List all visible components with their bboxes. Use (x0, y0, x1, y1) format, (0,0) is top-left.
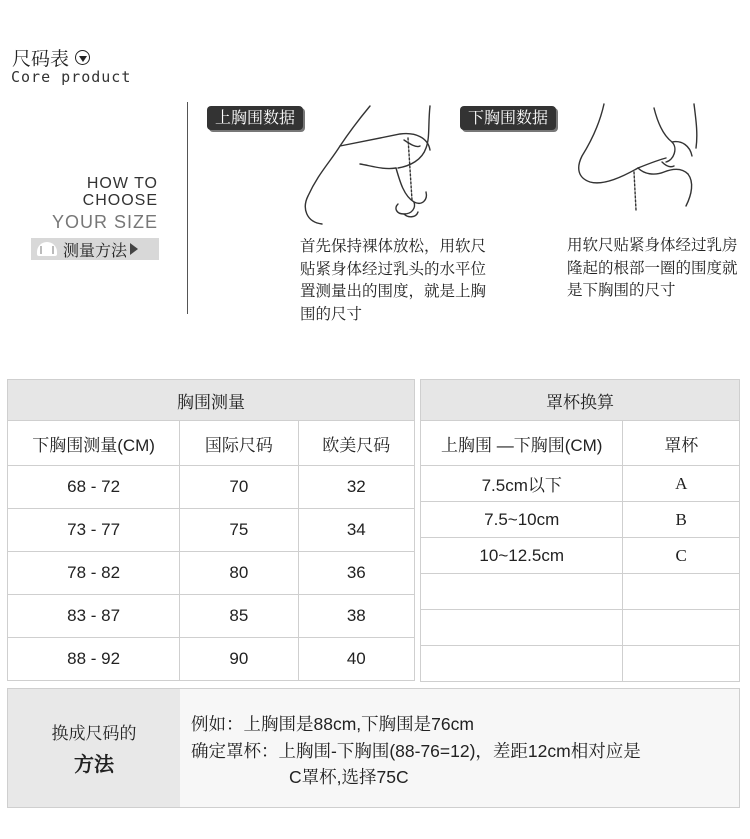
table-row (8, 595, 415, 638)
example-line3: C罩杯,选择75C (289, 767, 409, 787)
table-cell: 38 (298, 595, 414, 638)
column-header: 上胸围 —下胸围(CM) (421, 421, 623, 466)
table-row (8, 509, 415, 552)
table-cell: 70 (180, 466, 298, 509)
table-cell (623, 610, 740, 646)
measure-method-label: 测量方法 (63, 240, 128, 260)
table-row (421, 502, 740, 538)
divider (187, 102, 188, 314)
column-header: 下胸围测量(CM) (8, 421, 180, 466)
table-cell: 7.5~10cm (421, 502, 623, 538)
upper-bust-illustration (300, 104, 450, 229)
lower-bust-description: 用软尺贴紧身体经过乳房隆起的根部一圈的围度就是下胸围的尺寸 (567, 236, 738, 299)
column-header: 欧美尺码 (298, 421, 414, 466)
table-cell (421, 646, 623, 682)
table-cell: 10~12.5cm (421, 538, 623, 574)
column-header: 国际尺码 (180, 421, 298, 466)
page-subtitle: Core product (11, 68, 132, 86)
column-header: 罩杯 (623, 421, 740, 466)
table-row (8, 552, 415, 595)
table-cell: 73 - 77 (8, 509, 180, 552)
table-row (421, 574, 740, 610)
play-arrow-icon (130, 243, 138, 255)
upper-bust-tag: 上胸围数据 (207, 106, 303, 130)
table-row (8, 466, 415, 509)
chevron-down-icon (75, 50, 90, 65)
howto-line2: CHOOSE (82, 192, 158, 209)
table-cell: 75 (180, 509, 298, 552)
table-cell: 90 (180, 638, 298, 681)
table-cell (421, 574, 623, 610)
table-cell: A (623, 466, 740, 502)
table-header-row (421, 380, 740, 421)
measure-method-badge (31, 238, 159, 260)
bust-measurement-table (7, 379, 415, 681)
example-label-line1: 换成尺码的 (51, 724, 137, 744)
table-cell: 36 (298, 552, 414, 595)
table-cell: 68 - 72 (8, 466, 180, 509)
table-cell (623, 574, 740, 610)
table-row (421, 610, 740, 646)
table-cell: 34 (298, 509, 414, 552)
example-label-line2: 方法 (74, 752, 114, 776)
lower-bust-tag: 下胸围数据 (460, 106, 556, 130)
table-column-row (421, 421, 740, 466)
table-cell: 88 - 92 (8, 638, 180, 681)
upper-bust-description: 首先保持裸体放松，用软尺贴紧身体经过乳头的水平位置测量出的围度，就是上胸围的尺寸 (300, 237, 487, 323)
table-row (421, 646, 740, 682)
example-line2: 确定罩杯：上胸围-下胸围(88-76=12)，差距12cm相对应是 (191, 741, 641, 761)
table-column-row (8, 421, 415, 466)
page-title (12, 44, 90, 71)
example-label (8, 689, 180, 807)
table-cell: 40 (298, 638, 414, 681)
table-header-row (8, 380, 415, 421)
lower-bust-illustration (574, 102, 704, 214)
table-title: 胸围测量 (8, 380, 415, 421)
table-cell: 7.5cm以下 (421, 466, 623, 502)
table-row (8, 638, 415, 681)
table-cell: 78 - 82 (8, 552, 180, 595)
table-cell: C (623, 538, 740, 574)
table-cell: 83 - 87 (8, 595, 180, 638)
table-cell: 80 (180, 552, 298, 595)
table-cell (421, 610, 623, 646)
howto-line3: YOUR SIZE (51, 212, 158, 232)
example-line1: 例如：上胸围是88cm,下胸围是76cm (191, 714, 474, 734)
table-cell: 32 (298, 466, 414, 509)
bra-icon (37, 242, 57, 256)
table-cell (623, 646, 740, 682)
table-row (421, 466, 740, 502)
page-title-text: 尺码表 (12, 48, 70, 70)
table-row (421, 538, 740, 574)
howto-line1: HOW TO (86, 175, 158, 192)
table-title: 罩杯换算 (421, 380, 740, 421)
cup-conversion-table (420, 379, 740, 682)
table-cell: B (623, 502, 740, 538)
table-cell: 85 (180, 595, 298, 638)
